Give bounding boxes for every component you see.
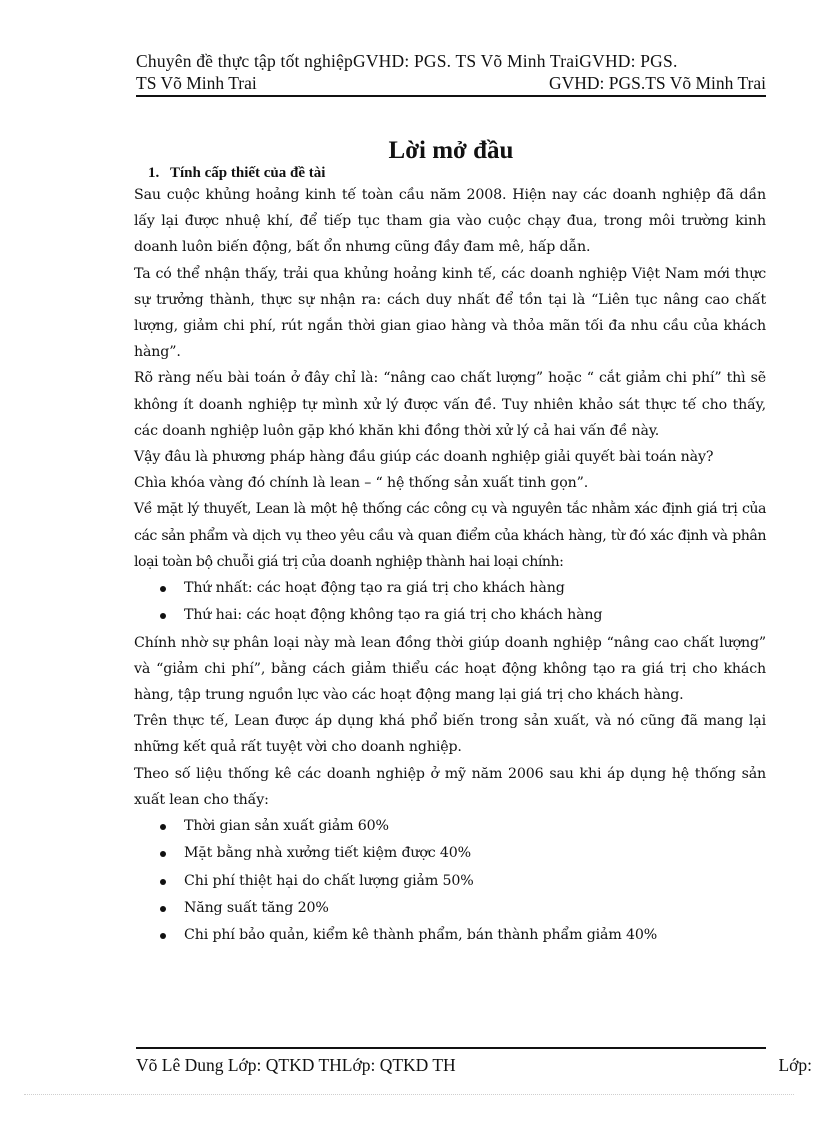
list-item: Chi phí thiệt hại do chất lượng giảm 50%: [134, 868, 766, 895]
results-list: [134, 813, 766, 949]
bullet-icon: [160, 613, 166, 619]
document-body: [134, 165, 766, 950]
paragraph: Theo số liệu thống kê các doanh nghiệp ở mỹ năm 2006 sau khi áp dụng hệ thống sản xuất lean cho thấy:: [134, 765, 766, 808]
bullet-icon: [160, 879, 166, 885]
list-item: Thứ hai: các hoạt động không tạo ra giá trị cho khách hàng: [134, 602, 766, 629]
paragraph: Chính nhờ sự phân loại này mà lean đồng thời giúp doanh nghiệp “nâng cao chất lượng” và “giảm chi phí”, bằng cách giảm thiểu các hoạt động không tạo ra giá trị cho khách hàng, tập trung nguồn lực vào các hoạt động mang lại giá trị cho khách hàng.: [134, 634, 766, 704]
list-item: Năng suất tăng 20%: [134, 895, 766, 922]
bullet-icon: [160, 933, 166, 939]
page-footer: [136, 1053, 812, 1077]
bullet-icon: [160, 586, 166, 592]
bullet-icon: [160, 851, 166, 857]
section-heading: [148, 165, 766, 182]
bullet-icon: [160, 906, 166, 912]
paragraph: Sau cuộc khủng hoảng kinh tế toàn cầu năm 2008. Hiện nay các doanh nghiệp đã dần lấy lại được nhuệ khí, để tiếp tục tham gia vào cuộc chạy đua, trong môi trường kinh doanh luôn biến động, bất ổn nhưng cũng đầy đam mê, hấp dẫn.: [134, 187, 766, 256]
header-rule: [136, 95, 766, 97]
footer-left: Võ Lê Dung Lớp: QTKD THLớp: QTKD TH: [136, 1055, 456, 1075]
paragraph: Chìa khóa vàng đó chính là lean – “ hệ thống sản xuất tinh gọn”.: [134, 475, 589, 492]
header-line-1: Chuyên đề thực tập tốt nghiệpGVHD: PGS. TS Võ Minh TraiGVHD: PGS.: [136, 51, 678, 71]
paragraph: Vậy đâu là phương pháp hàng đầu giúp các doanh nghiệp giải quyết bài toán này?: [134, 449, 714, 466]
paragraph: Rõ ràng nếu bài toán ở đây chỉ là: “nâng cao chất lượng” hoặc “ cắt giảm chi phí” thì sẽ không ít doanh nghiệp tự mình xử lý được vấn đề. Tuy nhiên khảo sát thực tế cho thấy, các doanh nghiệp luôn gặp khó khăn khi đồng thời xử lý cả hai vấn đề này.: [134, 370, 766, 439]
footer-rule: [136, 1047, 766, 1049]
section-title: Tính cấp thiết của đề tài: [170, 165, 326, 181]
paragraph: Ta có thể nhận thấy, trải qua khủng hoảng kinh tế, các doanh nghiệp Việt Nam mới thực sự trưởng thành, thực sự nhận ra: cách duy nhất để tồn tại là “Liên tục nâng cao chất lượng, giảm chi phí, rút ngắn thời gian giao hàng và thỏa mãn tối đa nhu cầu của khách hàng”.: [134, 265, 766, 361]
paragraph: Về mặt lý thuyết, Lean là một hệ thống các công cụ và nguyên tắc nhằm xác định giá trị của các sản phẩm và dịch vụ theo yêu cầu và quan điểm của khách hàng, từ đó xác định và phân loại toàn bộ chuỗi giá trị của doanh nghiệp thành hai loại chính:: [134, 501, 766, 570]
header-line-2-left: TS Võ Minh Trai: [136, 73, 257, 93]
bullet-icon: [160, 824, 166, 830]
list-item: Thứ nhất: các hoạt động tạo ra giá trị cho khách hàng: [134, 575, 766, 602]
footer-right: Lớp:: [778, 1055, 812, 1075]
header-line-2: [136, 72, 766, 94]
paragraph: Trên thực tế, Lean được áp dụng khá phổ biến trong sản xuất, và nó cũng đã mang lại những kết quả rất tuyệt vời cho doanh nghiệp.: [134, 713, 766, 756]
value-type-list: [134, 575, 766, 630]
list-item: Thời gian sản xuất giảm 60%: [134, 813, 766, 840]
page-title: Lời mở đầu: [388, 137, 514, 164]
header-line-2-right: GVHD: PGS.TS Võ Minh Trai: [548, 73, 766, 93]
page-bottom-divider: [24, 1094, 794, 1095]
list-item: Mặt bằng nhà xưởng tiết kiệm được 40%: [134, 840, 766, 867]
page-header: [136, 50, 766, 94]
list-item: Chi phí bảo quản, kiểm kê thành phẩm, bán thành phẩm giảm 40%: [134, 922, 766, 949]
section-number: 1.: [148, 165, 160, 181]
